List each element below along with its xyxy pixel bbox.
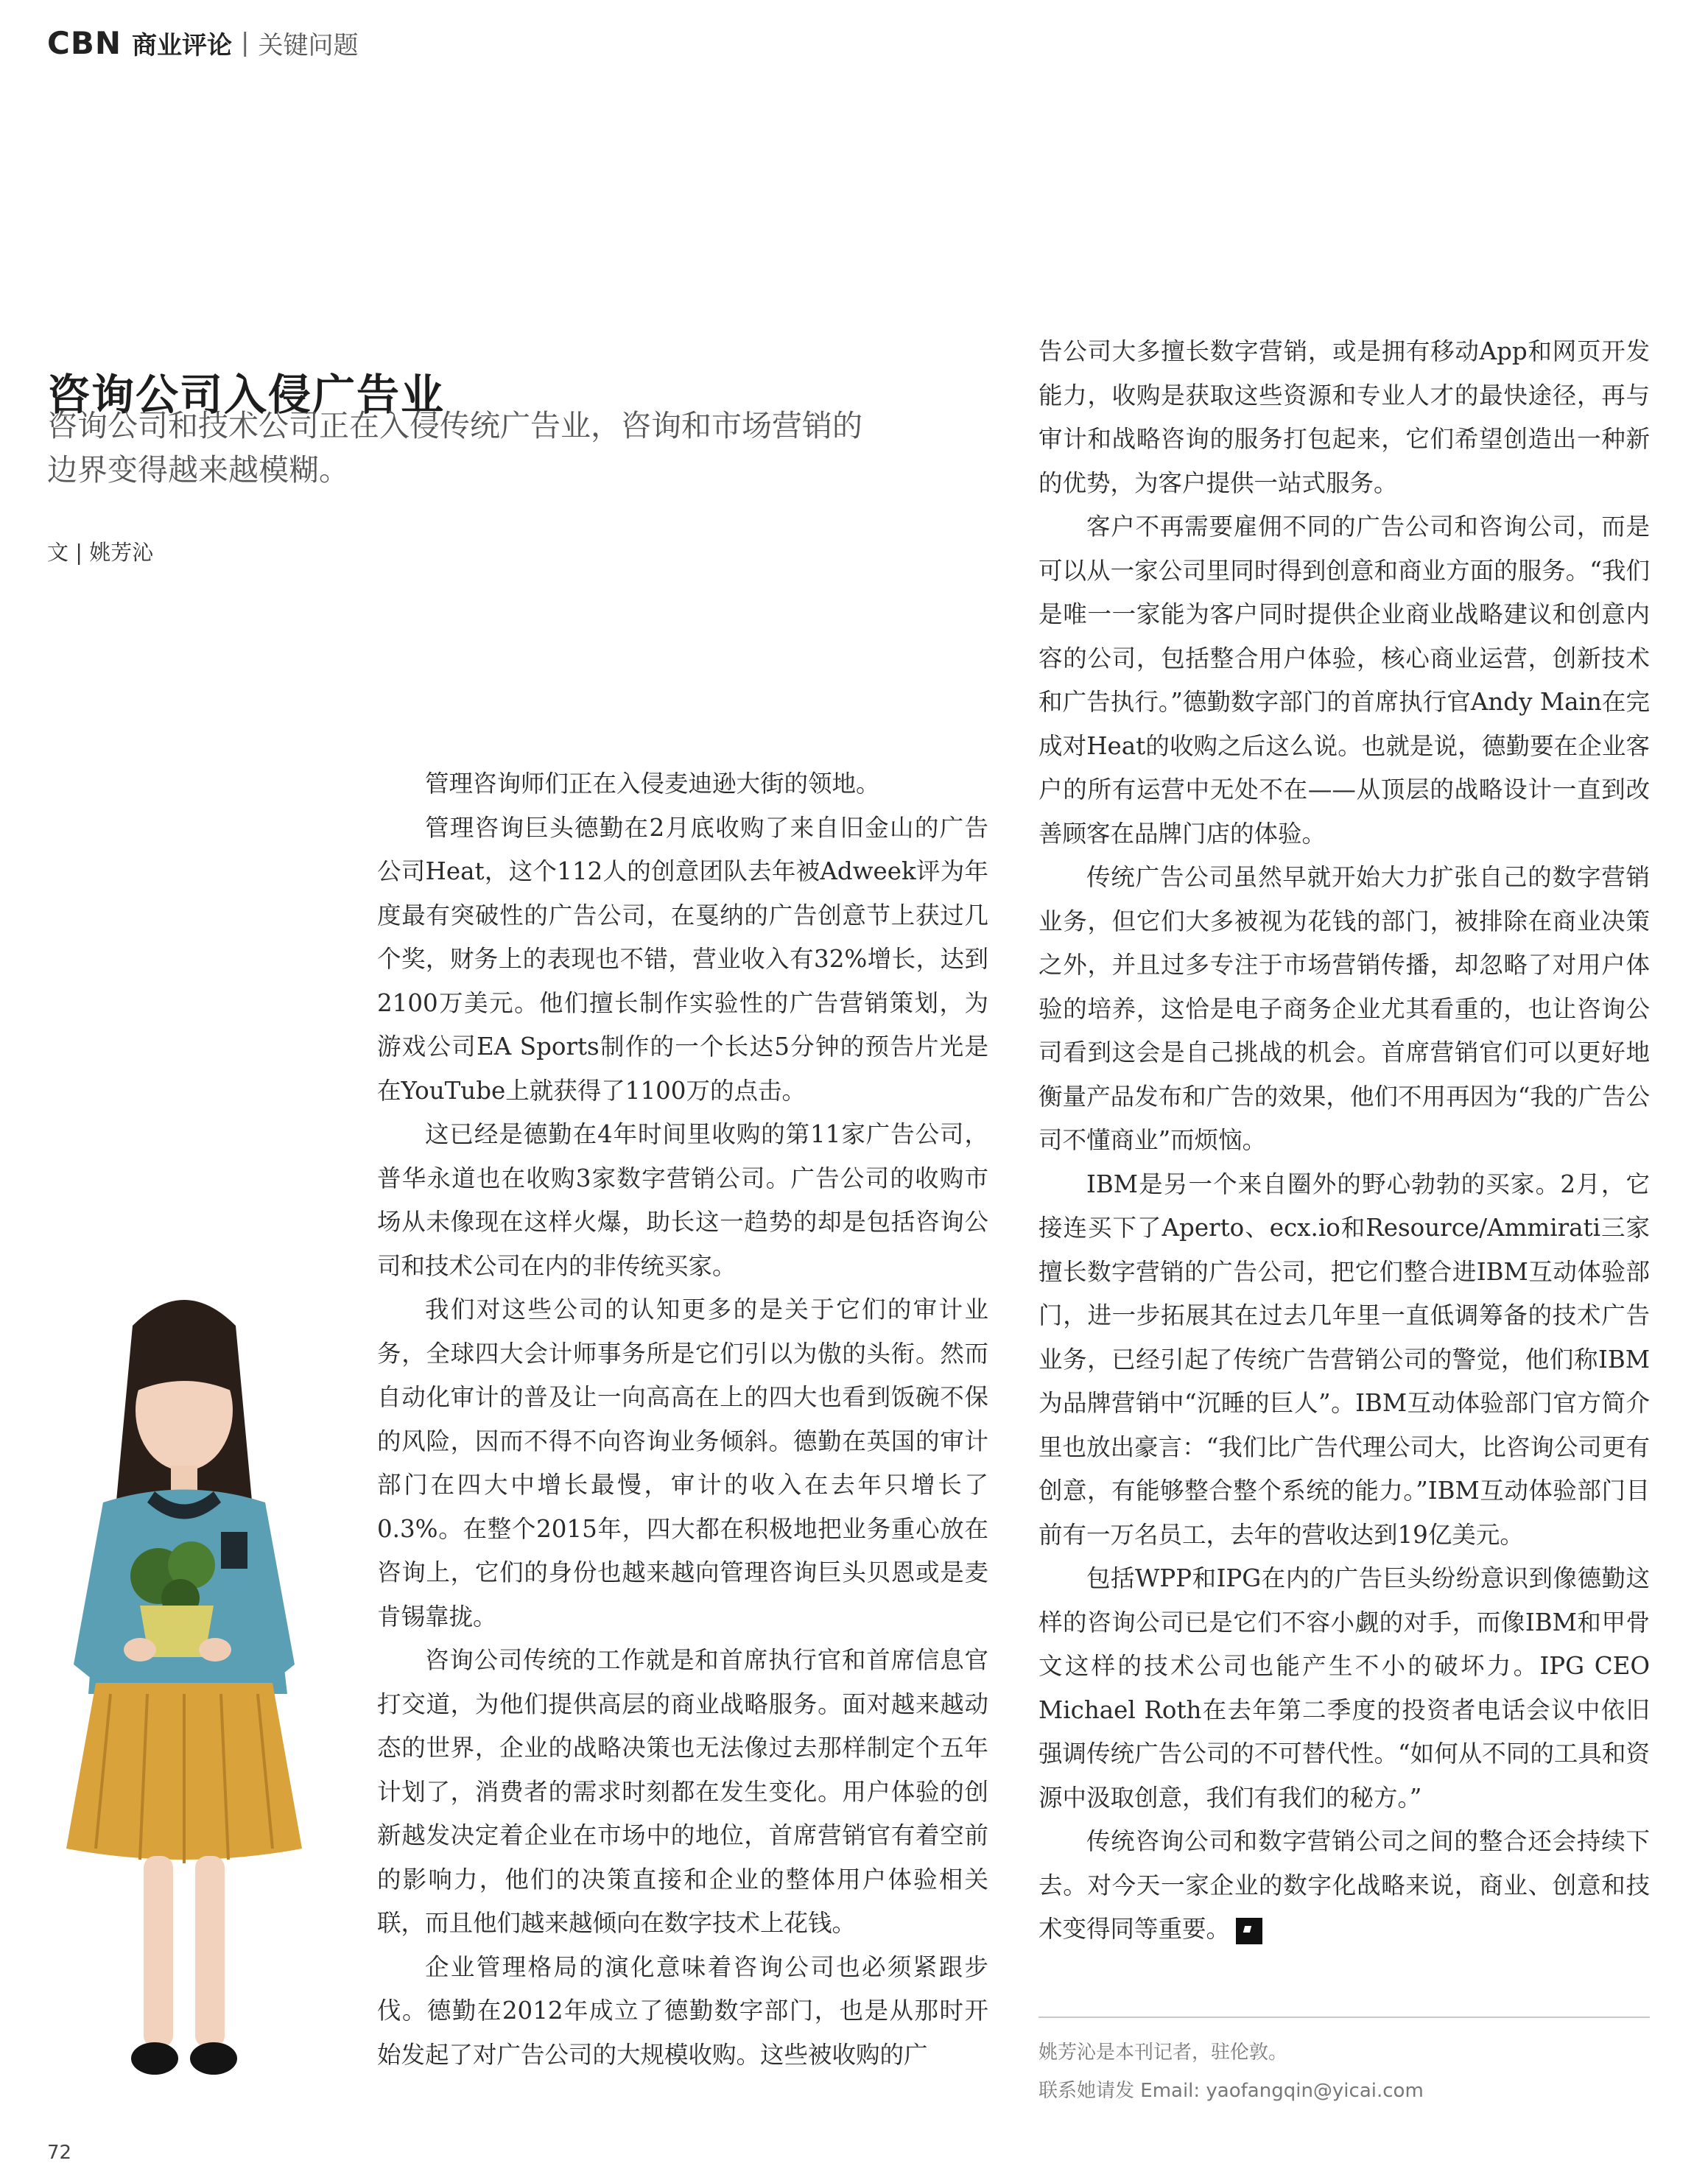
brand-logo: CBN (47, 24, 122, 61)
closing-text: 传统咨询公司和数字营销公司之间的整合还会持续下去。对今天一家企业的数字化战略来说，商业、创意和技术变得同等重要。 (1038, 1827, 1650, 1943)
end-mark-icon (1236, 1918, 1262, 1944)
byline: 文 | 姚芳沁 (47, 540, 154, 565)
paragraph: 这已经是德勤在4年时间里收购的第11家广告公司，普华永道也在收购3家数字营销公司。广告公司的收购市场从未像现在这样火爆，助长这一趋势的却是包括咨询公司和技术公司在内的非传统买家。 (377, 1120, 988, 1280)
contact-email[interactable]: 联系她请发 Email: yaofangqin@yicai.com (1038, 2080, 1424, 2102)
article-title: 咨询公司入侵广告业 (47, 369, 446, 420)
paragraph-continued: 告公司大多擅长数字营销，或是拥有移动App和网页开发能力，收购是获取这些资源和专业人才的最快途径，再与审计和战略咨询的服务打包起来，它们希望创造出一种新的优势，为客户提供一站式服务。 (1038, 337, 1650, 497)
header-separator: | (241, 28, 250, 57)
paragraph: 管理咨询师们正在入侵麦迪逊大街的领地。 (425, 770, 880, 798)
paragraph: 包括WPP和IPG在内的广告巨头纷纷意识到像德勤这样的咨询公司已是它们不容小觑的对手，而像IBM和甲骨文这样的技术公司也能产生不小的破坏力。IPG CEO Michael Roth在去年第二季度的投资者电话会议中依旧强调传统广告公司的不可替代性。“如何从不同的工具和资源中汲取创意，我们有我们的秘方。” (1038, 1564, 1650, 1812)
section-label: 关键问题 (258, 30, 359, 60)
paragraph: 咨询公司传统的工作就是和首席执行官和首席信息官打交道，为他们提供高层的商业战略服务。面对越来越动态的世界，企业的战略决策也无法像过去那样制定个五年计划了，消费者的需求时刻都在发生变化。用户体验的创新越发决定着企业在市场中的地位，首席营销官有着空前的影响力，他们的决策直接和企业的整体用户体验相关联，而且他们越来越倾向在数字技术上花钱。 (377, 1646, 988, 1937)
article-column-1 (377, 762, 988, 2077)
paragraph: IBM是另一个来自圈外的野心勃勃的买家。2月，它接连买下了Aperto、ecx.io和Resource/Ammirati三家擅长数字营销的广告公司，把它们整合进IBM互动体验部门，进一步拓展其在过去几年里一直低调筹备的技术广告业务，已经引起了传统广告营销公司的警觉，他们称IBM为品牌营销中“沉睡的巨人”。IBM互动体验部门官方简介里也放出豪言：“我们比广告代理公司大，比咨询公司更有创意，有能够整合整个系统的能力。”IBM互动体验部门目前有一万名员工，去年的营收达到19亿美元。 (1038, 1170, 1650, 1549)
paragraph: 我们对这些公司的认知更多的是关于它们的审计业务，全球四大会计师事务所是它们引以为傲的头衔。然而自动化审计的普及让一向高高在上的四大也看到饭碗不保的风险，因而不得不向咨询业务倾斜。德勤在英国的审计部门在四大中增长最慢，审计的收入在去年只增长了0.3%。在整个2015年，四大都在积极地把业务重心放在咨询上，它们的身份也越来越向管理咨询巨头贝恩或是麦肯锡靠拢。 (377, 1295, 988, 1631)
page-number: 72 (47, 2142, 72, 2164)
paragraph: 企业管理格局的演化意味着咨询公司也必须紧跟步伐。德勤在2012年成立了德勤数字部门，也是从那时开始发起了对广告公司的大规模收购。这些被收购的广 (377, 1952, 988, 2069)
magazine-name: 商业评论 (132, 30, 232, 60)
paragraph: 传统广告公司虽然早就开始大力扩张自己的数字营销业务，但它们大多被视为花钱的部门，被排除在商业决策之外，并且过多专注于市场营销传播，却忽略了对用户体验的培养，这恰是电子商务企业尤其看重的，也让咨询公司看到这会是自己挑战的机会。首席营销官们可以更好地衡量产品发布和广告的效果，他们不用再因为“我的广告公司不懂商业”而烦恼。 (1038, 863, 1650, 1154)
footnote-divider (1038, 2016, 1650, 2018)
article-column-2 (1038, 330, 1650, 1952)
article-subtitle: 咨询公司和技术公司正在入侵传统广告业，咨询和市场营销的边界变得越来越模糊。 (47, 408, 862, 488)
author-photo (44, 1281, 324, 2092)
author-note: 姚芳沁是本刊记者，驻伦敦。 (1038, 2042, 1288, 2064)
closing-paragraph (1038, 1820, 1650, 1952)
magazine-header (47, 21, 358, 65)
paragraph: 管理咨询巨头德勤在2月底收购了来自旧金山的广告公司Heat，这个112人的创意团队去年被Adweek评为年度最有突破性的广告公司，在戛纳的广告创意节上获过几个奖，财务上的表现也不错，营业收入有32%增长，达到2100万美元。他们擅长制作实验性的广告营销策划，为游戏公司EA Sports制作的一个长达5分钟的预告片光是在YouTube上就获得了1100万的点击。 (377, 813, 988, 1105)
paragraph: 客户不再需要雇佣不同的广告公司和咨询公司，而是可以从一家公司里同时得到创意和商业方面的服务。“我们是唯一一家能为客户同时提供企业商业战略建议和创意内容的公司，包括整合用户体验，核心商业运营，创新技术和广告执行。”德勤数字部门的首席执行官Andy Main在完成对Heat的收购之后这么说。也就是说，德勤要在企业客户的所有运营中无处不在——从顶层的战略设计一直到改善顾客在品牌门店的体验。 (1038, 513, 1650, 848)
